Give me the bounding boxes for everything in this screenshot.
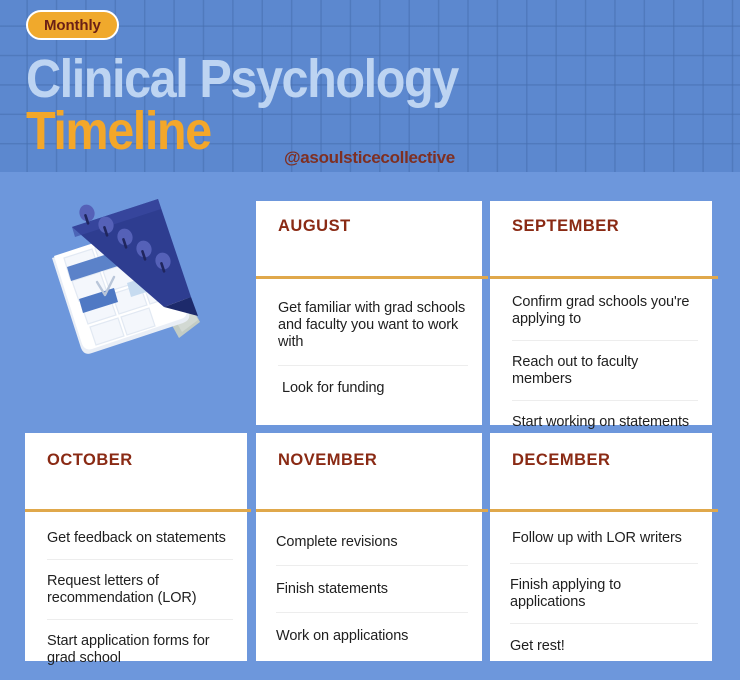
list-item: Complete revisions (276, 519, 468, 566)
month-title: AUGUST (278, 217, 351, 235)
task-list (490, 279, 712, 430)
task-list (25, 513, 247, 666)
list-item: Finish applying to applications (510, 564, 698, 624)
list-item: Reach out to faculty members (512, 341, 698, 401)
month-card-october (25, 433, 247, 666)
header-divider (490, 509, 718, 512)
month-card-december (490, 433, 712, 661)
card-header (256, 433, 482, 484)
monthly-badge: Monthly (26, 10, 119, 40)
card-header (25, 433, 247, 484)
task-list (490, 513, 712, 661)
task-list (256, 279, 482, 425)
card-header (490, 201, 712, 252)
month-card-november (256, 433, 482, 661)
list-item: Get feedback on statements (47, 517, 233, 560)
month-title: OCTOBER (47, 451, 133, 469)
list-item: Start working on statements (512, 414, 690, 430)
list-item: Work on applications (276, 628, 409, 644)
list-item: Get rest! (510, 638, 565, 654)
month-title: SEPTEMBER (512, 217, 620, 235)
list-item: Start application forms for grad school (47, 633, 210, 666)
list-item: Request letters of recommendation (LOR) (47, 560, 233, 620)
list-item: Finish statements (276, 566, 468, 613)
list-item: Look for funding (282, 380, 385, 396)
header-divider (256, 509, 488, 512)
poster-title-line-2: Timeline (26, 101, 211, 161)
list-item: Follow up with LOR writers (510, 517, 698, 564)
list-item: Get familiar with grad schools and faculty you want to work with (278, 287, 468, 366)
social-handle: @asoulsticecollective (284, 148, 455, 167)
month-card-september (490, 201, 712, 430)
card-header (256, 201, 482, 252)
card-header (490, 433, 712, 484)
poster-header (0, 0, 740, 172)
month-card-august (256, 201, 482, 425)
month-title: DECEMBER (512, 451, 611, 469)
month-title: NOVEMBER (278, 451, 378, 469)
desk-calendar-icon (48, 196, 228, 371)
list-item: Confirm grad schools you're applying to (512, 281, 698, 341)
header-divider (25, 509, 251, 512)
poster-title-line-1: Clinical Psychology (26, 49, 458, 109)
task-list (256, 513, 482, 661)
